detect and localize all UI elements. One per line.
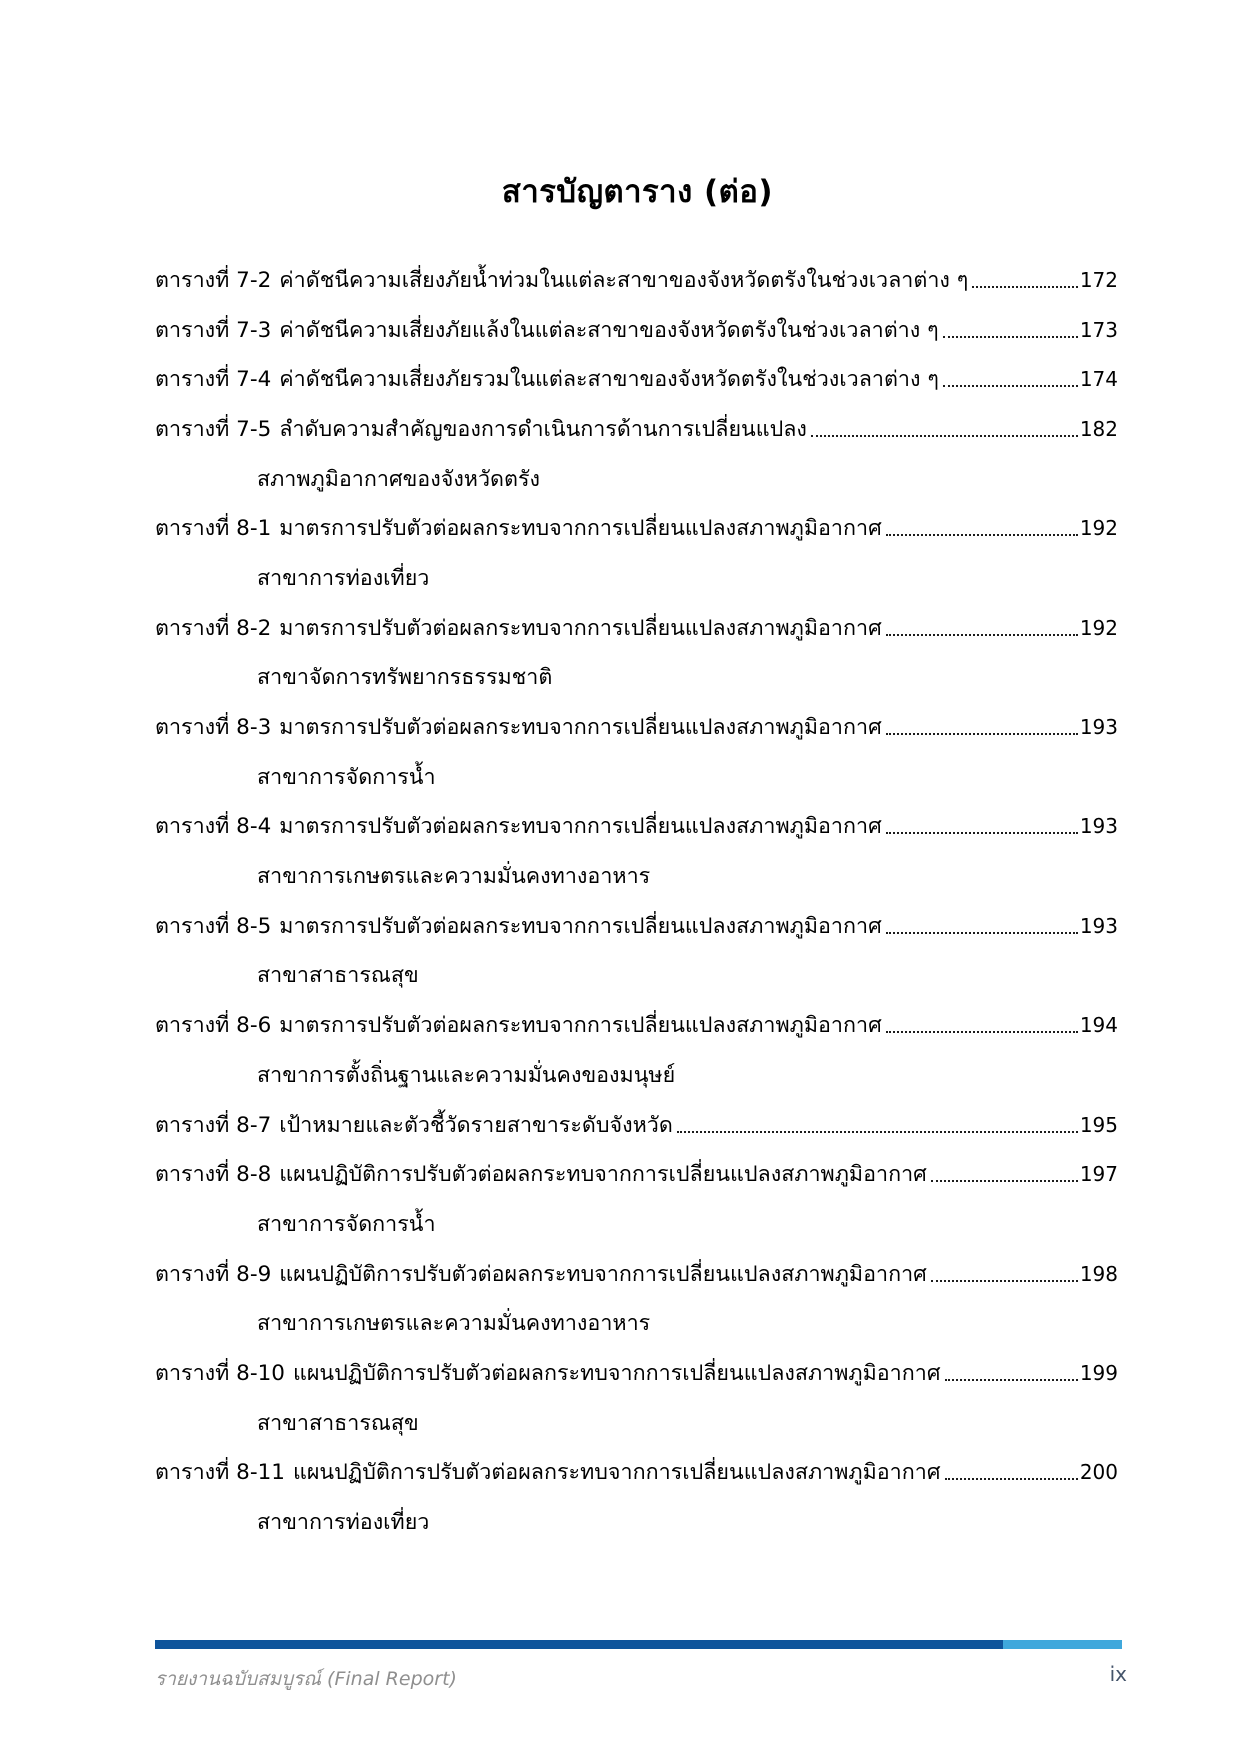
toc-entry: [155, 1448, 1118, 1547]
dot-leader: [931, 1280, 1078, 1282]
toc-entry-label: ตารางที่ 8-5: [155, 913, 272, 939]
toc-entry-main-line: [155, 404, 1118, 454]
toc-entry-page-number: 200: [1079, 1460, 1118, 1485]
toc-entry-page-number: 173: [1079, 317, 1118, 342]
dot-leader: [886, 733, 1078, 735]
dot-leader: [943, 385, 1078, 387]
dot-leader: [886, 932, 1078, 934]
toc-entry-page-number: 172: [1079, 267, 1118, 292]
toc-entry-main-line: [155, 802, 1118, 852]
toc-entry-main-line: [155, 1249, 1118, 1299]
toc-entry-page-number: 193: [1079, 715, 1118, 740]
toc-entry-page-number: 174: [1079, 367, 1118, 392]
toc-entry-main-line: [155, 503, 1118, 553]
toc-entry-main-line: [155, 901, 1118, 951]
toc-entry: [155, 702, 1118, 801]
toc-entry-page-number: 193: [1079, 814, 1118, 839]
dot-leader: [886, 534, 1078, 536]
dot-leader: [886, 832, 1078, 834]
toc-entry: [155, 503, 1118, 602]
toc-entry: [155, 603, 1118, 702]
toc-entry-title: แผนปฏิบัติการปรับตัวต่อผลกระทบจากการเปลี่ยนแปลงสภาพภูมิอากาศ: [279, 1261, 927, 1287]
dot-leader: [886, 634, 1078, 636]
toc-entry-main-line: [155, 1348, 1118, 1398]
toc-entry-label: ตารางที่ 8-2: [155, 615, 272, 641]
toc-entry: [155, 1149, 1118, 1248]
toc-entry: [155, 1348, 1118, 1447]
toc-entry-label: ตารางที่ 8-8: [155, 1162, 272, 1188]
toc-entry-continuation-line: [155, 454, 1118, 504]
toc-entry-main-line: [155, 305, 1118, 355]
toc-entry: [155, 1100, 1118, 1150]
toc-entry-title: เป้าหมายและตัวชี้วัดรายสาขาระดับจังหวัด: [279, 1112, 673, 1138]
toc-entry-continuation-line: [155, 752, 1118, 802]
toc-entry-continuation-line: [155, 1497, 1118, 1547]
toc-entry-label: ตารางที่ 7-5: [155, 416, 272, 442]
dot-leader: [677, 1131, 1078, 1133]
toc-entry-label: ตารางที่ 8-10: [155, 1360, 285, 1386]
toc-entry-continuation-line: [155, 653, 1118, 703]
toc-entry-title: มาตรการปรับตัวต่อผลกระทบจากการเปลี่ยนแปลงสภาพภูมิอากาศ: [279, 1013, 882, 1039]
toc-entry-continuation-line: [155, 553, 1118, 603]
toc-entry-main-line: [155, 1000, 1118, 1050]
toc-entry: [155, 802, 1118, 901]
toc-entry-title: ค่าดัชนีความเสี่ยงภัยน้ำท่วมในแต่ละสาขาของจังหวัดตรังในช่วงเวลาต่าง ๆ: [279, 267, 969, 293]
toc-entry: [155, 354, 1118, 404]
toc-entry-main-line: [155, 354, 1118, 404]
toc-entry-page-number: 182: [1079, 416, 1118, 441]
toc-entry-main-line: [155, 255, 1118, 305]
toc-entry-continuation-line: [155, 1398, 1118, 1448]
toc-entry-subtitle: สาขาสาธารณสุข: [257, 963, 419, 989]
toc-entry-subtitle: สภาพภูมิอากาศของจังหวัดตรัง: [257, 466, 541, 492]
toc-entry-subtitle: สาขาสาธารณสุข: [257, 1410, 419, 1436]
toc-entry-label: ตารางที่ 8-4: [155, 814, 272, 840]
toc-entry-continuation-line: [155, 1298, 1118, 1348]
toc-entry-title: มาตรการปรับตัวต่อผลกระทบจากการเปลี่ยนแปลงสภาพภูมิอากาศ: [279, 913, 882, 939]
toc-entry-continuation-line: [155, 851, 1118, 901]
table-of-contents: [155, 255, 1118, 1547]
dot-leader: [972, 286, 1078, 288]
toc-entry-label: ตารางที่ 7-3: [155, 317, 272, 343]
toc-entry-main-line: [155, 1448, 1118, 1498]
toc-entry-label: ตารางที่ 7-4: [155, 367, 272, 393]
toc-entry-page-number: 195: [1079, 1112, 1118, 1137]
toc-entry: [155, 1000, 1118, 1099]
dot-leader: [931, 1180, 1078, 1182]
toc-entry-page-number: 197: [1079, 1162, 1118, 1187]
toc-entry-page-number: 192: [1079, 615, 1118, 640]
toc-entry-label: ตารางที่ 8-3: [155, 715, 272, 741]
toc-entry-label: ตารางที่ 8-1: [155, 516, 272, 542]
toc-entry-page-number: 199: [1079, 1360, 1118, 1385]
toc-entry-page-number: 193: [1079, 913, 1118, 938]
toc-entry-page-number: 198: [1079, 1261, 1118, 1286]
dot-leader: [811, 435, 1078, 437]
footer-page-number: ix: [1109, 1662, 1127, 1686]
dot-leader: [943, 336, 1078, 338]
toc-entry-subtitle: สาขาการเกษตรและความมั่นคงทางอาหาร: [257, 1311, 651, 1337]
toc-entry-main-line: [155, 1100, 1118, 1150]
toc-entry-main-line: [155, 1149, 1118, 1199]
dot-leader: [945, 1379, 1078, 1381]
footer-divider-bar: [155, 1640, 1122, 1649]
footer-bar-dark-segment: [155, 1640, 1003, 1649]
toc-entry-main-line: [155, 603, 1118, 653]
toc-entry-page-number: 192: [1079, 516, 1118, 541]
toc-entry-label: ตารางที่ 7-2: [155, 267, 272, 293]
toc-entry: [155, 255, 1118, 305]
toc-entry-title: มาตรการปรับตัวต่อผลกระทบจากการเปลี่ยนแปลงสภาพภูมิอากาศ: [279, 615, 882, 641]
toc-entry: [155, 404, 1118, 503]
toc-entry-title: มาตรการปรับตัวต่อผลกระทบจากการเปลี่ยนแปลงสภาพภูมิอากาศ: [279, 715, 882, 741]
page-title: สารบัญตาราง (ต่อ): [501, 174, 774, 210]
footer-report-label: รายงานฉบับสมบูรณ์ (Final Report): [155, 1668, 457, 1690]
toc-entry-title: แผนปฏิบัติการปรับตัวต่อผลกระทบจากการเปลี่ยนแปลงสภาพภูมิอากาศ: [292, 1360, 941, 1386]
toc-entry-page-number: 194: [1079, 1013, 1118, 1038]
toc-entry-subtitle: สาขาการตั้งถิ่นฐานและความมั่นคงของมนุษย์: [257, 1062, 676, 1088]
toc-entry-title: ค่าดัชนีความเสี่ยงภัยแล้งในแต่ละสาขาของจังหวัดตรังในช่วงเวลาต่าง ๆ: [279, 317, 939, 343]
dot-leader: [886, 1031, 1078, 1033]
toc-entry-continuation-line: [155, 1199, 1118, 1249]
toc-entry-label: ตารางที่ 8-6: [155, 1013, 272, 1039]
footer-bar-light-segment: [1003, 1640, 1122, 1649]
toc-entry: [155, 305, 1118, 355]
toc-entry-title: ลำดับความสำคัญของการดำเนินการด้านการเปลี่ยนแปลง: [279, 416, 807, 442]
toc-entry-title: มาตรการปรับตัวต่อผลกระทบจากการเปลี่ยนแปลงสภาพภูมิอากาศ: [279, 814, 882, 840]
toc-entry-subtitle: สาขาการจัดการน้ำ: [257, 764, 436, 790]
toc-entry: [155, 1249, 1118, 1348]
toc-entry-title: แผนปฏิบัติการปรับตัวต่อผลกระทบจากการเปลี่ยนแปลงสภาพภูมิอากาศ: [292, 1460, 941, 1486]
toc-entry-label: ตารางที่ 8-7: [155, 1112, 272, 1138]
toc-entry-subtitle: สาขาจัดการทรัพยากรธรรมชาติ: [257, 665, 553, 691]
dot-leader: [945, 1478, 1078, 1480]
toc-entry-subtitle: สาขาการท่องเที่ยว: [257, 565, 430, 591]
toc-entry-subtitle: สาขาการท่องเที่ยว: [257, 1510, 430, 1536]
toc-entry: [155, 901, 1118, 1000]
toc-entry-label: ตารางที่ 8-11: [155, 1460, 285, 1486]
toc-entry-title: แผนปฏิบัติการปรับตัวต่อผลกระทบจากการเปลี่ยนแปลงสภาพภูมิอากาศ: [279, 1162, 927, 1188]
toc-entry-title: มาตรการปรับตัวต่อผลกระทบจากการเปลี่ยนแปลงสภาพภูมิอากาศ: [279, 516, 882, 542]
toc-entry-continuation-line: [155, 951, 1118, 1001]
toc-entry-continuation-line: [155, 1050, 1118, 1100]
toc-entry-label: ตารางที่ 8-9: [155, 1261, 272, 1287]
toc-entry-subtitle: สาขาการจัดการน้ำ: [257, 1211, 436, 1237]
toc-entry-title: ค่าดัชนีความเสี่ยงภัยรวมในแต่ละสาขาของจังหวัดตรังในช่วงเวลาต่าง ๆ: [279, 367, 939, 393]
toc-entry-main-line: [155, 702, 1118, 752]
toc-entry-subtitle: สาขาการเกษตรและความมั่นคงทางอาหาร: [257, 864, 651, 890]
